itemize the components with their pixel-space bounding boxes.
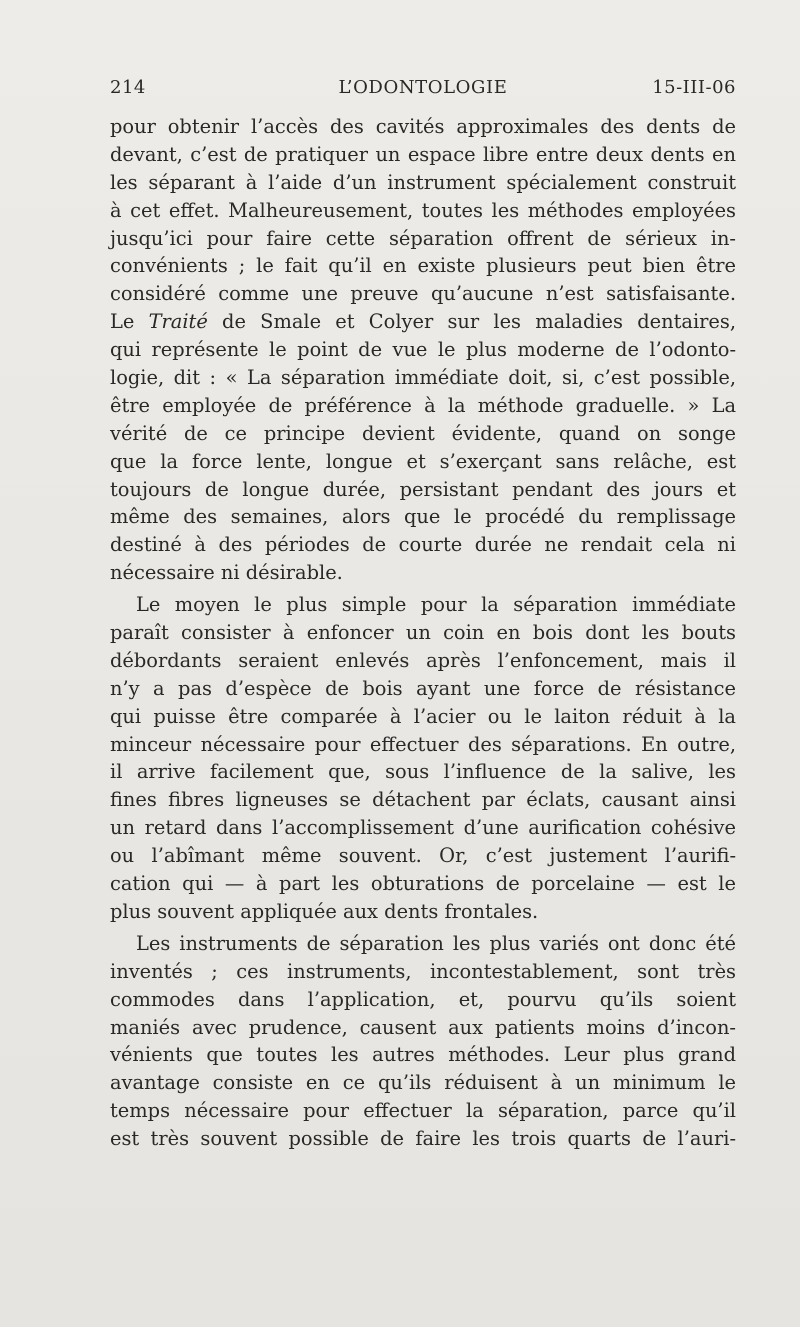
text-line: plus souvent appliquée aux dents frontales.: [110, 899, 539, 923]
text-line: ou l’abîmant même souvent. Or, c’est justement l’aurifi-: [110, 844, 736, 868]
text-line: que la force lente, longue et s’exerçant sans relâche, est: [110, 449, 736, 473]
text-line: cation qui — à part les obturations de porcelaine — est le: [110, 872, 736, 896]
text-line: être employée de préférence à la méthode graduelle. » La: [110, 393, 736, 417]
running-title: L’ODONTOLOGIE: [338, 77, 508, 98]
issue-date: 15-III-06: [652, 77, 736, 98]
text-line: commodes dans l’application, et, pourvu qu’ils soient: [110, 987, 736, 1011]
text-line: inventés ; ces instruments, incontestablement, sont très: [110, 959, 736, 983]
text-line: vérité de ce principe devient évidente, quand on songe: [110, 421, 736, 445]
text-line: minceur nécessaire pour effectuer des séparations. En outre,: [110, 732, 736, 756]
text-line: pour obtenir l’accès des cavités approximales des dents de: [110, 115, 736, 138]
text-line: à cet effet. Malheureusement, toutes les méthodes employées: [110, 198, 736, 222]
body-text: [110, 113, 736, 1153]
text-line: paraît consister à enfoncer un coin en bois dont les bouts: [110, 621, 736, 645]
text-line: Le moyen le plus simple pour la séparation immédiate: [136, 593, 736, 617]
text-line: temps nécessaire pour effectuer la séparation, parce qu’il: [110, 1099, 736, 1123]
paragraph-2: [110, 591, 736, 926]
text-line: jusqu’ici pour faire cette séparation offrent de sérieux in-: [110, 226, 736, 250]
text-line: les séparant à l’aide d’un instrument spécialement construit: [110, 170, 736, 194]
running-header: [110, 77, 736, 103]
text-line: un retard dans l’accomplissement d’une aurification cohésive: [110, 816, 736, 840]
paragraph-1: [110, 113, 736, 587]
text-line-with-italic: Le Traité de Smale et Colyer sur les maladies dentaires,: [110, 310, 737, 334]
text-line: destiné à des périodes de courte durée ne rendait cela ni: [110, 533, 736, 557]
page-number: 214: [110, 77, 146, 98]
text-line: n’y a pas d’espèce de bois ayant une force de résistance: [110, 676, 736, 700]
text-line: considéré comme une preuve qu’aucune n’est satisfaisante.: [110, 282, 736, 306]
text-line: logie, dit : « La séparation immédiate doit, si, c’est possible,: [110, 366, 736, 390]
text-line: maniés avec prudence, causent aux patients moins d’incon-: [110, 1015, 736, 1039]
text-line: devant, c’est de pratiquer un espace libre entre deux dents en: [110, 142, 736, 166]
text-line: Les instruments de séparation les plus variés ont donc été: [136, 931, 736, 955]
paragraph-3: [110, 930, 736, 1153]
text-line: qui puisse être comparée à l’acier ou le laiton réduit à la: [110, 704, 736, 728]
text-line: même des semaines, alors que le procédé du remplissage: [110, 505, 736, 529]
text-line: toujours de longue durée, persistant pendant des jours et: [110, 477, 736, 501]
text-line: nécessaire ni désirable.: [110, 561, 343, 585]
text-line: vénients que toutes les autres méthodes. Leur plus grand: [110, 1043, 736, 1067]
text-line: qui représente le point de vue le plus moderne de l’odonto-: [110, 338, 736, 362]
book-title-italic: Traité: [148, 310, 208, 334]
text-line: débordants seraient enlevés après l’enfoncement, mais il: [110, 648, 736, 672]
text-line: convénients ; le fait qu’il en existe plusieurs peut bien être: [110, 254, 736, 278]
text-line: fines fibres ligneuses se détachent par éclats, causant ainsi: [110, 788, 736, 812]
text-line: avantage consiste en ce qu’ils réduisent à un minimum le: [110, 1071, 736, 1095]
text-line: est très souvent possible de faire les trois quarts de l’auri-: [110, 1127, 736, 1151]
text-line: il arrive facilement que, sous l’influence de la salive, les: [110, 760, 736, 784]
